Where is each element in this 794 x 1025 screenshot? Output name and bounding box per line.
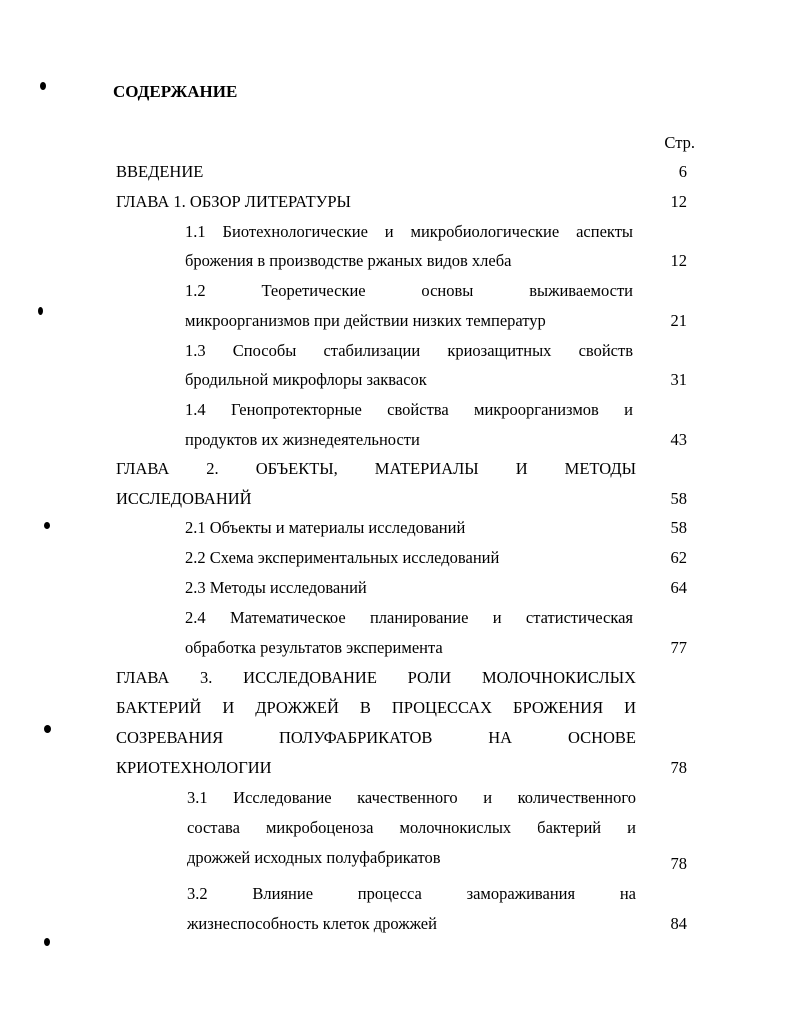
- toc-entry-intro: ВВЕДЕНИЕ: [116, 162, 204, 181]
- toc-entry-3-2-line-2: жизнеспособность клеток дрожжей: [187, 914, 437, 933]
- toc-page-2-4: 77: [670, 638, 687, 657]
- toc-entry-2-2: 2.2 Схема экспериментальных исследований: [185, 548, 500, 567]
- toc-entry-chapter-3-line-3: СОЗРЕВАНИЯ ПОЛУФАБРИКАТОВ НА ОСНОВЕ: [116, 728, 636, 747]
- toc-entry-chapter-3-line-2: БАКТЕРИЙ И ДРОЖЖЕЙ В ПРОЦЕССАХ БРОЖЕНИЯ И: [116, 698, 636, 717]
- toc-page-1-2: 21: [670, 311, 687, 330]
- toc-entry-2-4-line-1: 2.4 Математическое планирование и статистическая: [185, 608, 633, 627]
- toc-entry-1-2-line-2: микроорганизмов при действии низких температур: [185, 311, 546, 330]
- toc-entry-chapter-1: ГЛАВА 1. ОБЗОР ЛИТЕРАТУРЫ: [116, 192, 351, 211]
- toc-entry-chapter-3-line-4: КРИОТЕХНОЛОГИИ: [116, 758, 272, 777]
- toc-entry-1-3-line-2: бродильной микрофлоры заквасок: [185, 370, 427, 389]
- toc-entry-chapter-2-line-2: ИССЛЕДОВАНИЙ: [116, 489, 252, 508]
- toc-page-intro: 6: [678, 162, 687, 181]
- toc-page-2-1: 58: [670, 518, 687, 537]
- scan-blot-mark: [38, 307, 43, 315]
- toc-page-chapter-1: 12: [670, 192, 687, 211]
- toc-page-chapter-3: 78: [670, 758, 687, 777]
- toc-page-1-4: 43: [670, 430, 687, 449]
- scan-blot-mark: [40, 82, 46, 90]
- toc-entry-1-4-line-1: 1.4 Генопротекторные свойства микроорганизмов и: [185, 400, 633, 419]
- scan-blot-mark: [44, 522, 50, 529]
- toc-page-2-3: 64: [670, 578, 687, 597]
- toc-entry-chapter-2-line-1: ГЛАВА 2. ОБЪЕКТЫ, МАТЕРИАЛЫ И МЕТОДЫ: [116, 459, 636, 478]
- toc-entry-chapter-3-line-1: ГЛАВА 3. ИССЛЕДОВАНИЕ РОЛИ МОЛОЧНОКИСЛЫХ: [116, 668, 636, 687]
- page-title: СОДЕРЖАНИЕ: [113, 82, 238, 101]
- toc-entry-1-2-line-1: 1.2 Теоретические основы выживаемости: [185, 281, 633, 300]
- scan-blot-mark: [44, 938, 50, 946]
- scan-blot-mark: [44, 725, 51, 733]
- toc-entry-3-1-line-1: 3.1 Исследование качественного и количественного: [187, 788, 636, 807]
- toc-entry-1-4-line-2: продуктов их жизнедеятельности: [185, 430, 420, 449]
- toc-entry-2-1: 2.1 Объекты и материалы исследований: [185, 518, 466, 537]
- toc-entry-1-1-line-2: брожения в производстве ржаных видов хлеба: [185, 251, 512, 270]
- toc-page-chapter-2: 58: [670, 489, 687, 508]
- toc-entry-3-2-line-1: 3.2 Влияние процесса замораживания на: [187, 884, 636, 903]
- toc-entry-2-3: 2.3 Методы исследований: [185, 578, 367, 597]
- toc-entry-2-4-line-2: обработка результатов эксперимента: [185, 638, 443, 657]
- toc-page-2-2: 62: [670, 548, 687, 567]
- toc-entry-3-1-line-2: состава микробоценоза молочнокислых бактерий и: [187, 818, 636, 837]
- toc-page-3-1: 78: [670, 854, 687, 873]
- toc-page-3-2: 84: [670, 914, 687, 933]
- toc-page-1-3: 31: [670, 370, 687, 389]
- page-column-header: Стр.: [664, 133, 695, 152]
- toc-entry-3-1-line-3: дрожжей исходных полуфабрикатов: [187, 848, 441, 867]
- toc-entry-1-3-line-1: 1.3 Способы стабилизации криозащитных свойств: [185, 341, 633, 360]
- toc-page-1-1: 12: [670, 251, 687, 270]
- toc-entry-1-1-line-1: 1.1 Биотехнологические и микробиологические аспекты: [185, 222, 633, 241]
